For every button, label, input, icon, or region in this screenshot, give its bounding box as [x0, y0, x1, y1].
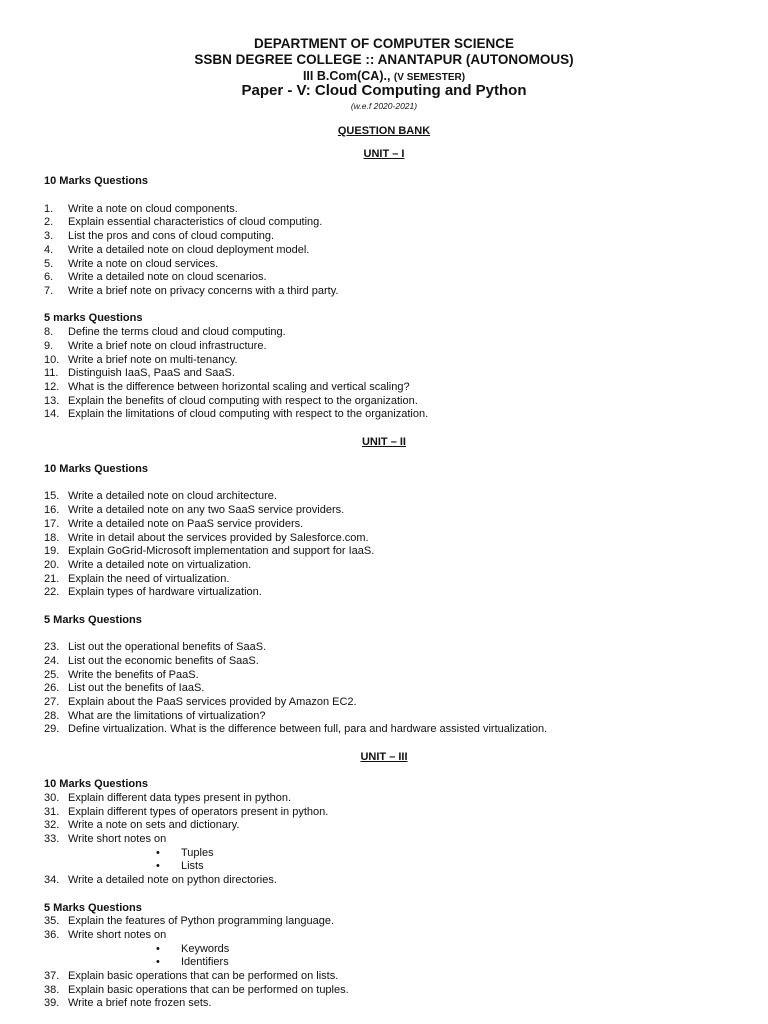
question-number: 3. [44, 230, 54, 243]
question-number: 26. [44, 682, 60, 695]
question-item [44, 792, 744, 806]
question-number: 20. [44, 559, 60, 571]
question-text: Write a brief note frozen sets. [68, 997, 212, 1010]
question-item [44, 244, 744, 258]
question-item [44, 586, 744, 600]
unit-title: UNIT – III [360, 750, 408, 763]
question-text: Explain basic operations that can be performed on tuples. [68, 983, 349, 996]
sub-item [44, 860, 744, 874]
sub-item-text: Keywords [181, 942, 230, 955]
question-text: Write a detailed note on any two SaaS service providers. [68, 504, 345, 517]
question-text: Write the benefits of PaaS. [68, 668, 199, 681]
question-text: Distinguish IaaS, PaaS and SaaS. [68, 367, 235, 380]
question-item [44, 682, 744, 696]
question-item [44, 696, 744, 710]
question-number: 17. [44, 517, 60, 530]
question-number: 39. [44, 997, 60, 1010]
question-item [44, 395, 744, 409]
question-text: Write a note on cloud services. [68, 257, 219, 270]
question-number: 34. [44, 874, 60, 887]
question-number: 8. [44, 326, 54, 339]
question-text: Write a detailed note on cloud deployment model. [68, 243, 310, 256]
sub-item-text: Identifiers [181, 956, 229, 969]
question-item [44, 723, 744, 737]
question-item [44, 271, 744, 285]
wef-note: (w.e.f 2020-2021) [350, 101, 418, 111]
sub-item [44, 943, 744, 957]
question-text: List out the operational benefits of SaaS. [68, 641, 267, 654]
question-text: Write a detailed note on python directories. [68, 874, 277, 887]
question-text: Explain different data types present in python. [68, 791, 291, 804]
question-item [44, 669, 744, 683]
sub-item-text: Tuples [181, 846, 214, 859]
question-text: Write short notes on [68, 928, 167, 941]
question-item [44, 504, 744, 518]
question-number: 16. [44, 504, 60, 517]
question-number: 28. [44, 709, 60, 722]
question-number: 24. [44, 654, 60, 667]
question-item [44, 408, 744, 422]
question-text: Explain basic operations that can be performed on lists. [68, 970, 339, 983]
question-text: Explain the need of virtualization. [68, 572, 230, 585]
section-heading: 10 Marks Questions [44, 463, 148, 476]
question-number: 25. [44, 668, 60, 681]
question-number: 23. [44, 641, 60, 654]
question-number: 35. [44, 915, 60, 928]
question-item [44, 655, 744, 669]
question-item [44, 230, 744, 244]
question-item [44, 929, 744, 943]
question-number: 1. [44, 202, 54, 215]
question-text: Write a note on sets and dictionary. [68, 819, 240, 832]
question-text: Explain the limitations of cloud computing with respect to the organization. [68, 408, 429, 421]
question-item [44, 573, 744, 587]
question-item [44, 970, 744, 984]
question-text: Write a detailed note on cloud scenarios. [68, 271, 267, 284]
question-item [44, 203, 744, 217]
bullet-icon: • [156, 942, 160, 955]
question-item [44, 710, 744, 724]
question-item [44, 819, 744, 833]
question-number: 32. [44, 819, 60, 832]
question-text: List out the benefits of IaaS. [68, 682, 205, 695]
question-number: 4. [44, 243, 54, 256]
section-heading: 10 Marks Questions [44, 175, 148, 188]
section-heading: 5 marks Questions [44, 312, 143, 325]
question-number: 10. [44, 353, 60, 366]
question-item [44, 518, 744, 532]
question-text: Define virtualization. What is the difference between full, para and hardware assisted virtualization. [68, 723, 548, 736]
question-text: What is the difference between horizontal scaling and vertical scaling? [68, 380, 410, 393]
unit-title: UNIT – II [361, 435, 406, 448]
question-item [44, 490, 744, 504]
question-text: Write a detailed note on PaaS service providers. [68, 517, 304, 530]
question-text: List the pros and cons of cloud computing. [68, 230, 275, 243]
bullet-icon: • [156, 860, 160, 873]
question-item [44, 984, 744, 998]
question-number: 30. [44, 791, 60, 804]
question-item [44, 367, 744, 381]
question-item [44, 216, 744, 230]
question-text: Write short notes on [68, 833, 167, 845]
question-text: Explain about the PaaS services provided by Amazon EC2. [68, 696, 357, 708]
question-item [44, 559, 744, 573]
section-heading: 5 Marks Questions [44, 613, 142, 626]
question-list [44, 148, 744, 1011]
question-number: 31. [44, 805, 60, 818]
question-text: Define the terms cloud and cloud computing. [68, 326, 286, 339]
class-semester: (V SEMESTER) [393, 72, 466, 83]
section-heading: 10 Marks Questions [44, 778, 148, 791]
question-number: 27. [44, 696, 60, 708]
question-number: 38. [44, 983, 60, 996]
question-text: Explain the benefits of cloud computing with respect to the organization. [68, 394, 418, 407]
question-number: 19. [44, 545, 60, 558]
question-item [44, 806, 744, 820]
question-text: Explain the features of Python programming language. [68, 915, 334, 928]
question-text: Write a detailed note on virtualization. [68, 559, 252, 571]
question-item [44, 326, 744, 340]
question-number: 21. [44, 572, 60, 585]
question-text: Write a detailed note on cloud architecture. [68, 490, 277, 503]
question-number: 2. [44, 216, 54, 229]
question-item [44, 874, 744, 888]
question-number: 11. [44, 367, 59, 380]
question-item [44, 285, 744, 299]
question-text: Write a brief note on privacy concerns with a third party. [68, 285, 339, 297]
question-text: Explain types of hardware virtualization. [68, 586, 262, 599]
question-number: 33. [44, 833, 60, 845]
question-number: 7. [44, 285, 54, 297]
bullet-icon: • [156, 956, 160, 969]
question-item [44, 381, 744, 395]
question-number: 36. [44, 928, 60, 941]
question-text: Explain different types of operators present in python. [68, 805, 329, 818]
question-item [44, 258, 744, 272]
question-bank-title: QUESTION BANK [337, 125, 431, 137]
question-text: Explain GoGrid-Microsoft implementation and support for IaaS. [68, 545, 375, 558]
question-item [44, 340, 744, 354]
class-main: III B.Com(CA)., [302, 69, 391, 83]
question-item [44, 641, 744, 655]
question-number: 14. [44, 408, 60, 421]
question-item [44, 545, 744, 559]
unit-title: UNIT – I [363, 148, 405, 160]
question-number: 9. [44, 339, 54, 352]
section-heading: 5 Marks Questions [44, 901, 142, 914]
question-number: 6. [44, 271, 54, 284]
question-text: What are the limitations of virtualization? [68, 709, 266, 722]
question-number: 22. [44, 586, 60, 599]
question-number: 5. [44, 257, 54, 270]
bullet-icon: • [156, 846, 160, 859]
question-item [44, 997, 744, 1011]
question-number: 15. [44, 490, 60, 503]
sub-item [44, 847, 744, 861]
question-text: Write a note on cloud components. [68, 202, 238, 215]
question-text: List out the economic benefits of SaaS. [68, 654, 259, 667]
question-text: Explain essential characteristics of cloud computing. [68, 216, 323, 229]
paper-title: Paper - V: Cloud Computing and Python [241, 82, 527, 99]
question-number: 13. [44, 394, 60, 407]
question-item [44, 354, 744, 368]
college-heading: SSBN DEGREE COLLEGE :: ANANTAPUR (AUTONOMOUS) [194, 52, 574, 67]
question-text: Write a brief note on cloud infrastructure. [68, 339, 267, 352]
class-heading [0, 69, 768, 83]
question-text: Write in detail about the services provided by Salesforce.com. [68, 531, 369, 544]
question-text: Write a brief note on multi-tenancy. [68, 353, 238, 366]
question-number: 18. [44, 531, 60, 544]
question-number: 12. [44, 380, 60, 393]
question-item [44, 532, 744, 546]
department-heading: DEPARTMENT OF COMPUTER SCIENCE [253, 36, 514, 51]
question-item [44, 833, 744, 847]
question-number: 29. [44, 723, 60, 736]
question-item [44, 915, 744, 929]
question-number: 37. [44, 970, 60, 983]
sub-item-text: Lists [181, 860, 204, 873]
sub-item [44, 956, 744, 970]
